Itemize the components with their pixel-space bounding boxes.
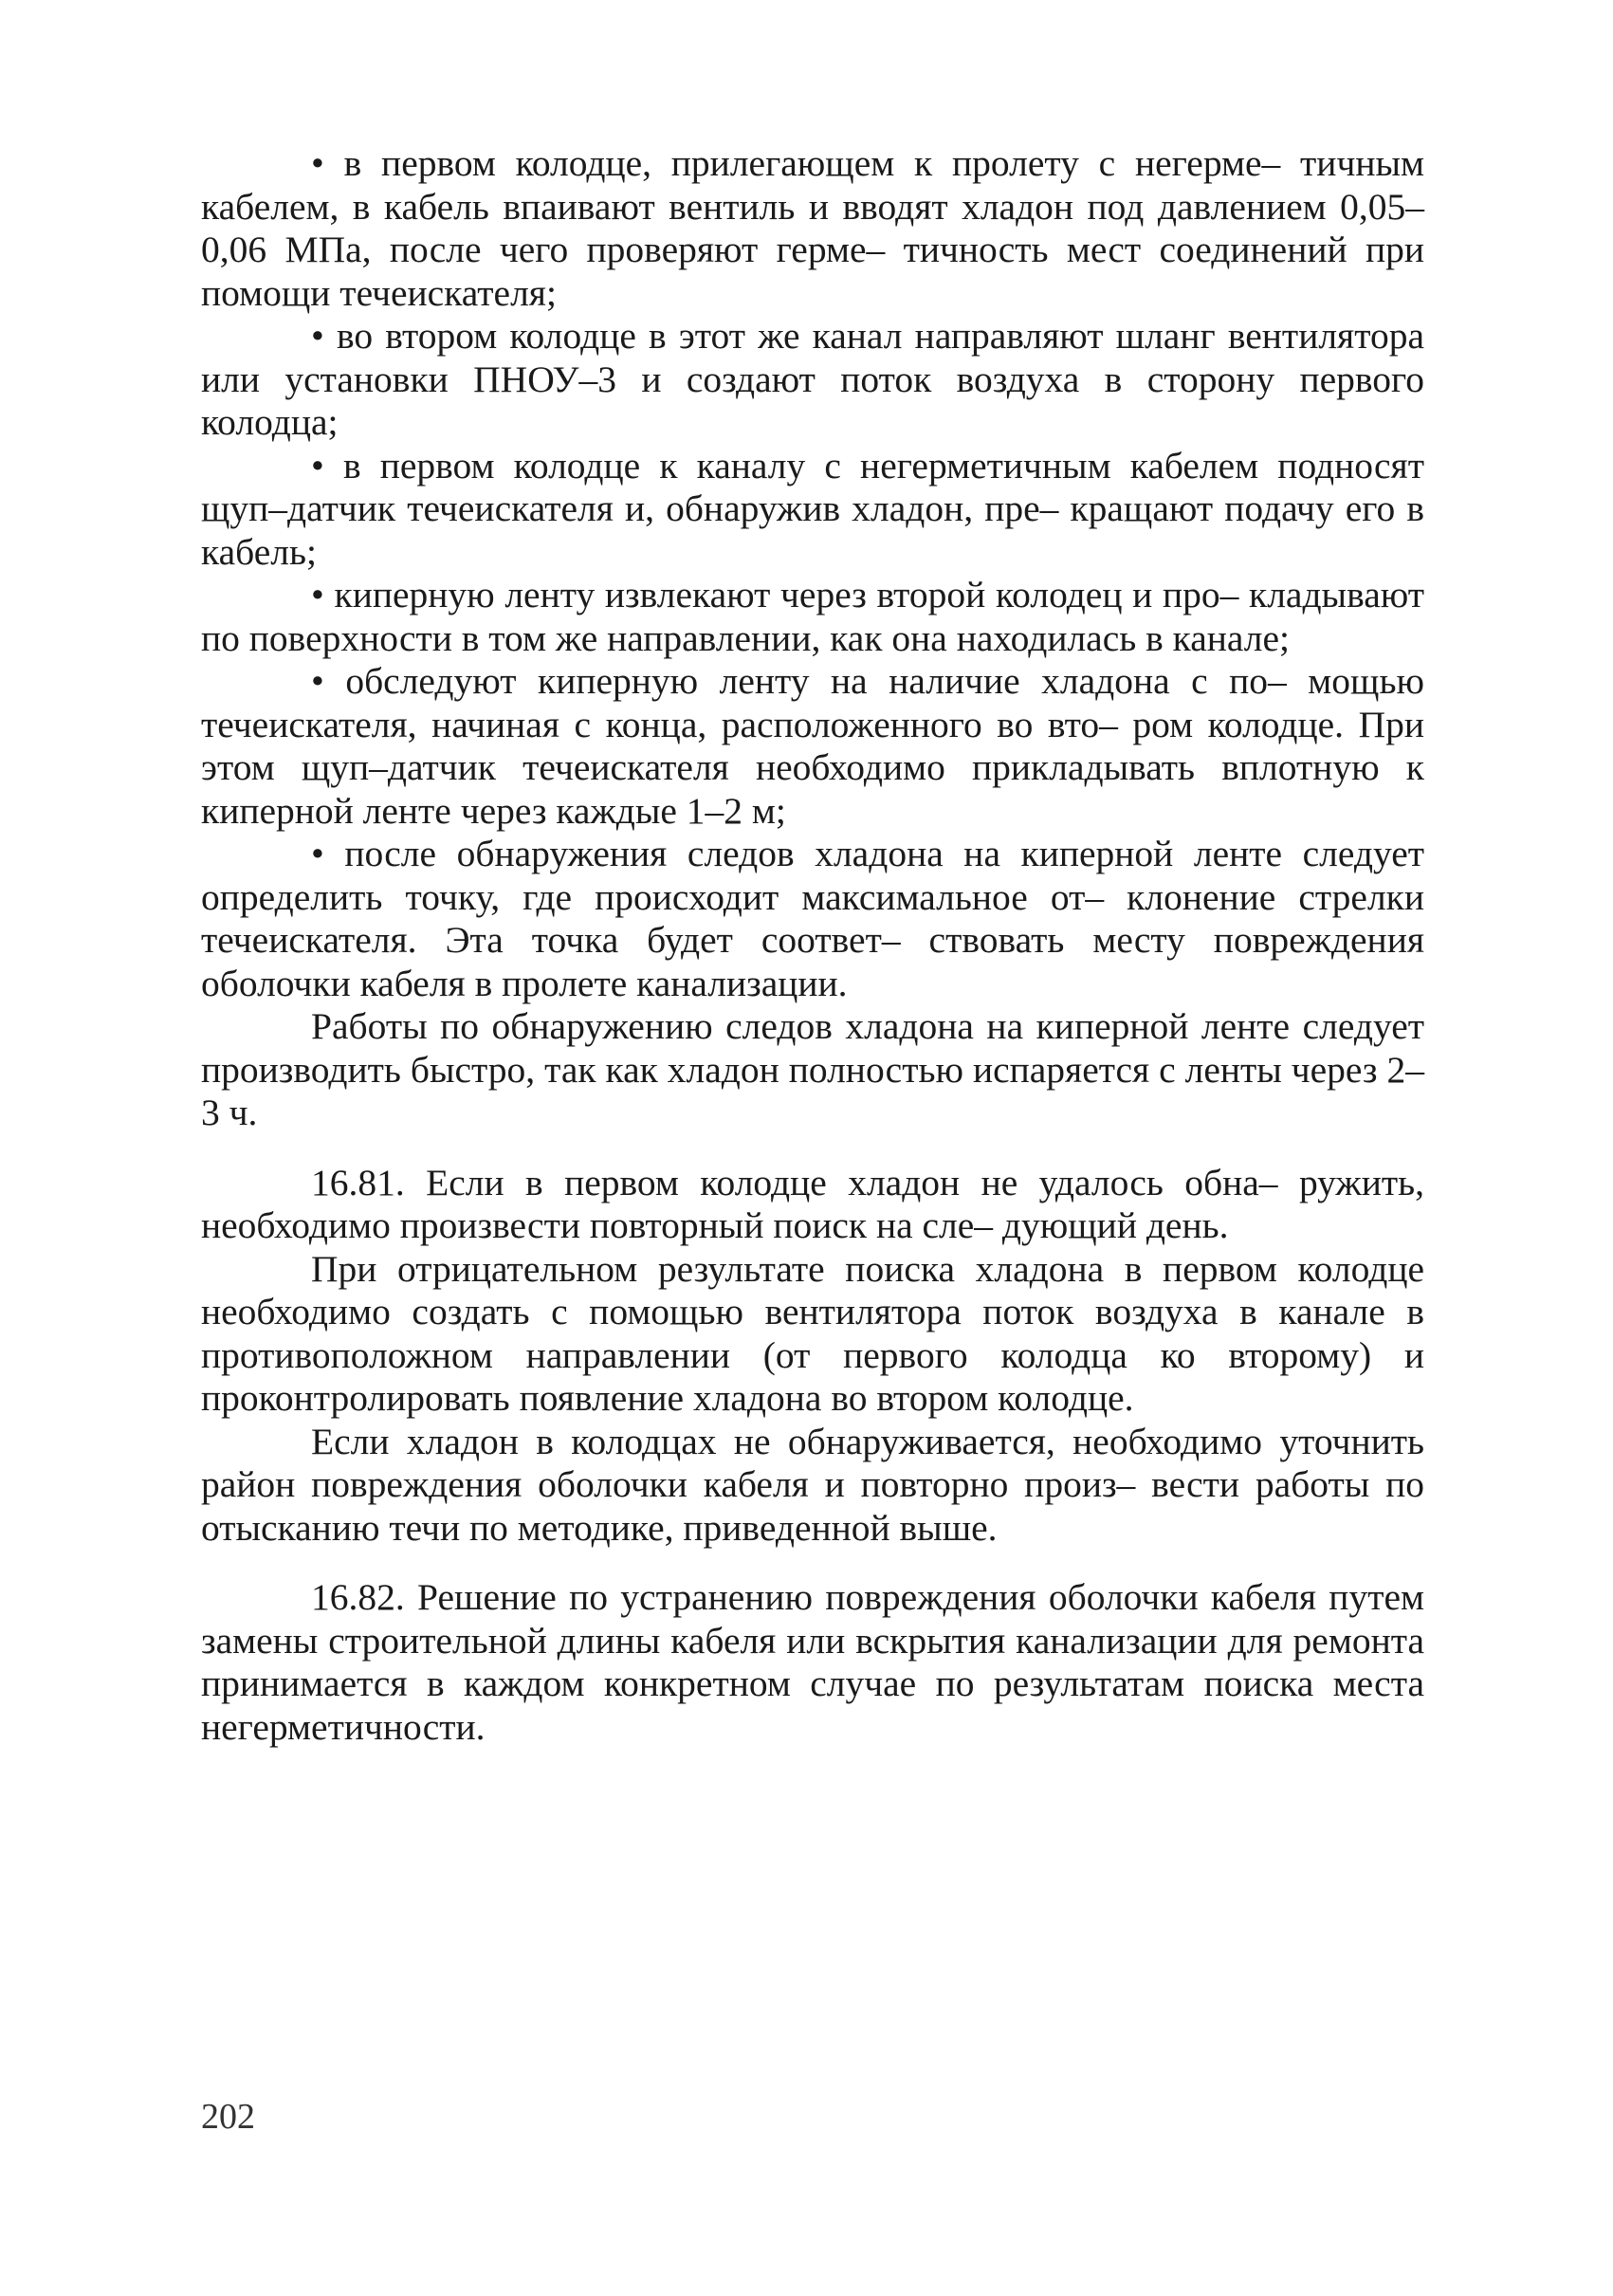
body-text	[201, 142, 1424, 1749]
bullet-paragraph: • обследуют киперную ленту на наличие хладона с по– мощью течеискателя, начиная с конца, расположенного во вто– ром колодце. При этом щуп–датчик течеискателя необходимо прикладывать вплотную к киперной ленте через каждые 1–2 м;	[201, 660, 1424, 833]
bullet-paragraph: • после обнаружения следов хладона на киперной ленте следует определить точку, где происходит максимальное от– клонение стрелки течеискателя. Эта точка будет соответ– ствовать месту повреждения оболочки кабеля в пролете канализации.	[201, 833, 1424, 1005]
body-paragraph: Если хладон в колодцах не обнаруживается, необходимо уточнить район повреждения оболочки кабеля и повторно произ– вести работы по отысканию течи по методике, приведенной выше.	[201, 1420, 1424, 1549]
bullet-paragraph: • во втором колодце в этот же канал направляют шланг вентилятора или установки ПНОУ–3 и создают поток воздуха в сторону первого колодца;	[201, 315, 1424, 445]
body-paragraph: При отрицательном результате поиска хладона в первом колодце необходимо создать с помощью вентилятора поток воздуха в канале в противоположном направлении (от первого колодца ко второму) и проконтролировать появление хладона во втором колодце.	[201, 1247, 1424, 1419]
section-paragraph-16-81: 16.81. Если в первом колодце хладон не удалось обна– ружить, необходимо произвести повторный поиск на сле– дующий день.	[201, 1161, 1424, 1246]
section-paragraph-16-82: 16.82. Решение по устранению повреждения оболочки кабеля путем замены строительной длины кабеля или вскрытия канализации для ремонта принимается в каждом конкретном случае по результатам поиска места негерметичности.	[201, 1576, 1424, 1748]
bullet-paragraph: • киперную ленту извлекают через второй колодец и про– кладывают по поверхности в том же направлении, как она находилась в канале;	[201, 574, 1424, 660]
bullet-paragraph: • в первом колодце к каналу с негерметичным кабелем подносят щуп–датчик течеискателя и, обнаружив хладон, пре– кращают подачу его в кабель;	[201, 445, 1424, 575]
bullet-paragraph: • в первом колодце, прилегающем к пролету с негерме– тичным кабелем, в кабель впаивают вентиль и вводят хладон под давлением 0,05–0,06 МПа, после чего проверяют герме– тичность мест соединений при помощи течеискателя;	[201, 142, 1424, 315]
page-number: 202	[201, 2097, 255, 2137]
body-paragraph: Работы по обнаружению следов хладона на киперной ленте следует производить быстро, так как хладон полностью испаряется с ленты через 2–3 ч.	[201, 1005, 1424, 1133]
